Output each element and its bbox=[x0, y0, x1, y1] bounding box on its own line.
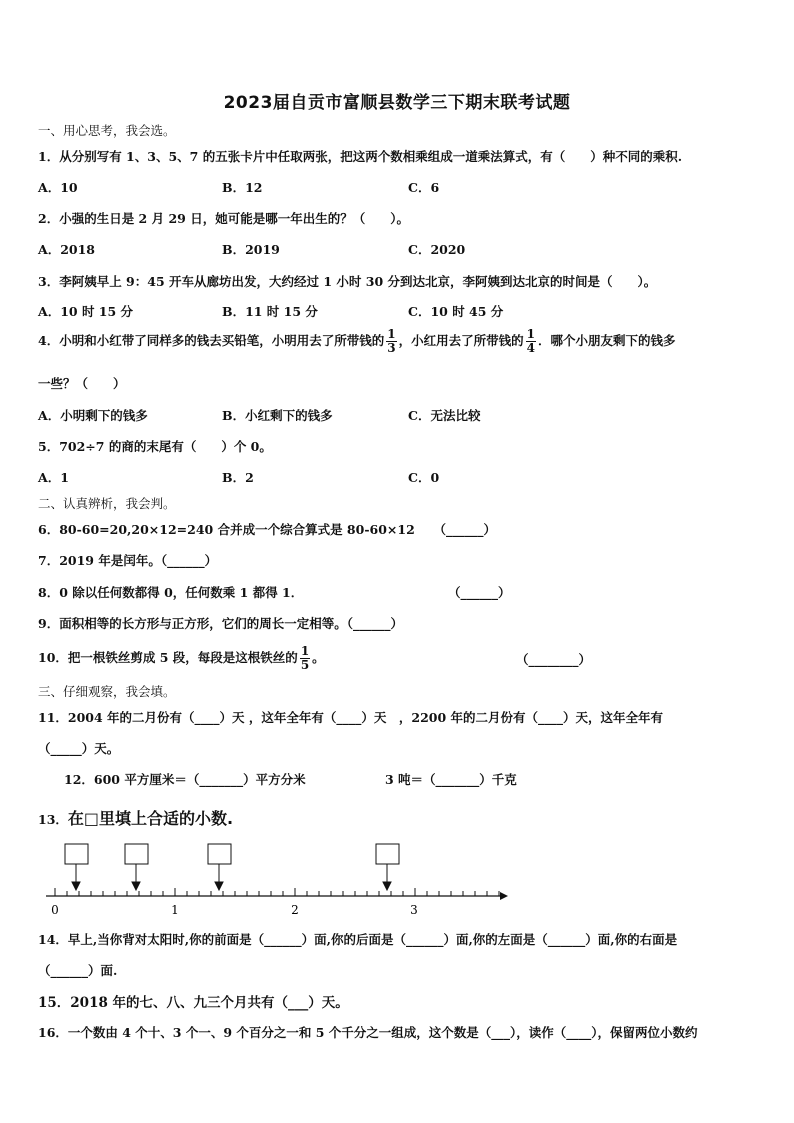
tick-label-3: 3 bbox=[410, 903, 418, 917]
question-2: 2．小强的生日是 2 月 29 日，她可能是哪一年出生的？（ ）。 bbox=[38, 211, 409, 226]
question-4 bbox=[38, 328, 675, 355]
question-10 bbox=[38, 645, 325, 672]
question-7: 7．2019 年是闰年。（______） bbox=[38, 553, 218, 568]
question-5: 5．702÷7 的商的末尾有（ ）个 0。 bbox=[38, 439, 272, 454]
q4-option-b: B．小红剩下的钱多 bbox=[222, 408, 333, 423]
answer-box-1 bbox=[65, 844, 88, 864]
q4-part1: 4．小明和小红带了同样多的钱去买铅笔，小明用去了所带钱的 bbox=[38, 333, 385, 348]
number-line bbox=[0, 840, 794, 920]
question-1: 1．从分别写有 1、3、5、7 的五张卡片中任取两张，把这两个数相乘组成一道乘法算式，有（ ）种不同的乘积. bbox=[38, 149, 683, 164]
q5-option-b: B．2 bbox=[222, 470, 254, 485]
question-11-line-1: 11．2004 年的二月份有（____）天 ，这年全年有（____）天 ，2200 年的二月份有（____）天，这年全年有 bbox=[38, 710, 664, 725]
q1-option-b: B．12 bbox=[222, 180, 263, 195]
answer-box-2 bbox=[125, 844, 148, 864]
question-15: 15．2018 年的七、八、九三个月共有（___）天。 bbox=[38, 995, 349, 1011]
q2-option-c: C．2020 bbox=[408, 242, 466, 257]
question-8: 8．0 除以任何数都得 0，任何数乘 1 都得 1． bbox=[38, 585, 304, 600]
question-9: 9．面积相等的长方形与正方形，它们的周长一定相等。（______） bbox=[38, 616, 403, 631]
q4-part2: ，小红用去了所带钱的 bbox=[398, 333, 524, 348]
tick-label-2: 2 bbox=[291, 903, 299, 917]
tick-label-0: 0 bbox=[51, 903, 59, 917]
q4-option-c: C．无法比较 bbox=[408, 408, 481, 423]
axis-arrow-icon bbox=[500, 892, 508, 900]
q10-text: 10．把一根铁丝剪成 5 段，每段是这根铁丝的 bbox=[38, 650, 298, 665]
question-4-continued: 一些？（ ） bbox=[38, 376, 126, 391]
q4-fraction-1: $\frac{1}{3}$ bbox=[387, 327, 396, 355]
q3-option-c: C．10 时 45 分 bbox=[408, 304, 504, 319]
q4-option-a: A．小明剩下的钱多 bbox=[38, 408, 148, 423]
question-13 bbox=[38, 806, 233, 829]
section-1-heading: 一、用心思考，我会选。 bbox=[38, 123, 176, 138]
tick-label-1: 1 bbox=[171, 903, 179, 917]
section-2-heading: 二、认真辨析，我会判。 bbox=[38, 496, 176, 511]
page-title: 2023届自贡市富顺县数学三下期末联考试题 bbox=[223, 93, 571, 113]
question-14-line-2: （______）面. bbox=[38, 963, 118, 978]
q13-number: 13． bbox=[38, 812, 68, 827]
question-6: 6．80-60=20,20×12=240 合并成一个综合算式是 80-60×12 （______） bbox=[38, 522, 497, 537]
section-3-heading: 三、仔细观察，我会填。 bbox=[38, 684, 176, 699]
q1-option-c: C．6 bbox=[408, 180, 440, 195]
question-3: 3．李阿姨早上 9：45 开车从廊坊出发，大约经过 1 小时 30 分到达北京，李阿姨到达北京的时间是（ ）。 bbox=[38, 274, 657, 289]
answer-box-4 bbox=[376, 844, 399, 864]
q10-fraction: $\frac{1}{5}$ bbox=[300, 644, 310, 672]
question-16: 16．一个数由 4 个十、3 个一、9 个百分之一和 5 个千分之一组成，这个数是（___），读作（____），保留两位小数约 bbox=[38, 1025, 698, 1040]
q10-end: 。 bbox=[312, 650, 325, 665]
q2-option-a: A．2018 bbox=[38, 242, 95, 257]
q3-option-a: A．10 时 15 分 bbox=[38, 304, 134, 319]
q13-text: 在□里填上合适的小数. bbox=[67, 809, 234, 828]
q2-option-b: B．2019 bbox=[222, 242, 280, 257]
question-11-line-2: （_____）天。 bbox=[38, 741, 120, 756]
q3-option-b: B．11 时 15 分 bbox=[222, 304, 318, 319]
q8-answer-blank: （______） bbox=[448, 585, 511, 600]
q1-option-a: A．10 bbox=[38, 180, 78, 195]
question-12-left: 12．600 平方厘米＝（_______）平方分米 bbox=[64, 772, 306, 787]
answer-box-3 bbox=[208, 844, 231, 864]
q5-option-c: C．0 bbox=[408, 470, 440, 485]
question-12-right: 3 吨＝（_______）千克 bbox=[385, 772, 517, 787]
q5-option-a: A．1 bbox=[38, 470, 69, 485]
q4-part3: ．哪个小朋友剩下的钱多 bbox=[537, 333, 676, 348]
question-14-line-1: 14．早上,当你背对太阳时,你的前面是（______）面,你的后面是（______）面,你的左面是（______）面,你的右面是 bbox=[38, 932, 678, 947]
q4-fraction-2: $\frac{1}{4}$ bbox=[526, 327, 535, 355]
q10-answer-blank: （________） bbox=[516, 652, 592, 667]
